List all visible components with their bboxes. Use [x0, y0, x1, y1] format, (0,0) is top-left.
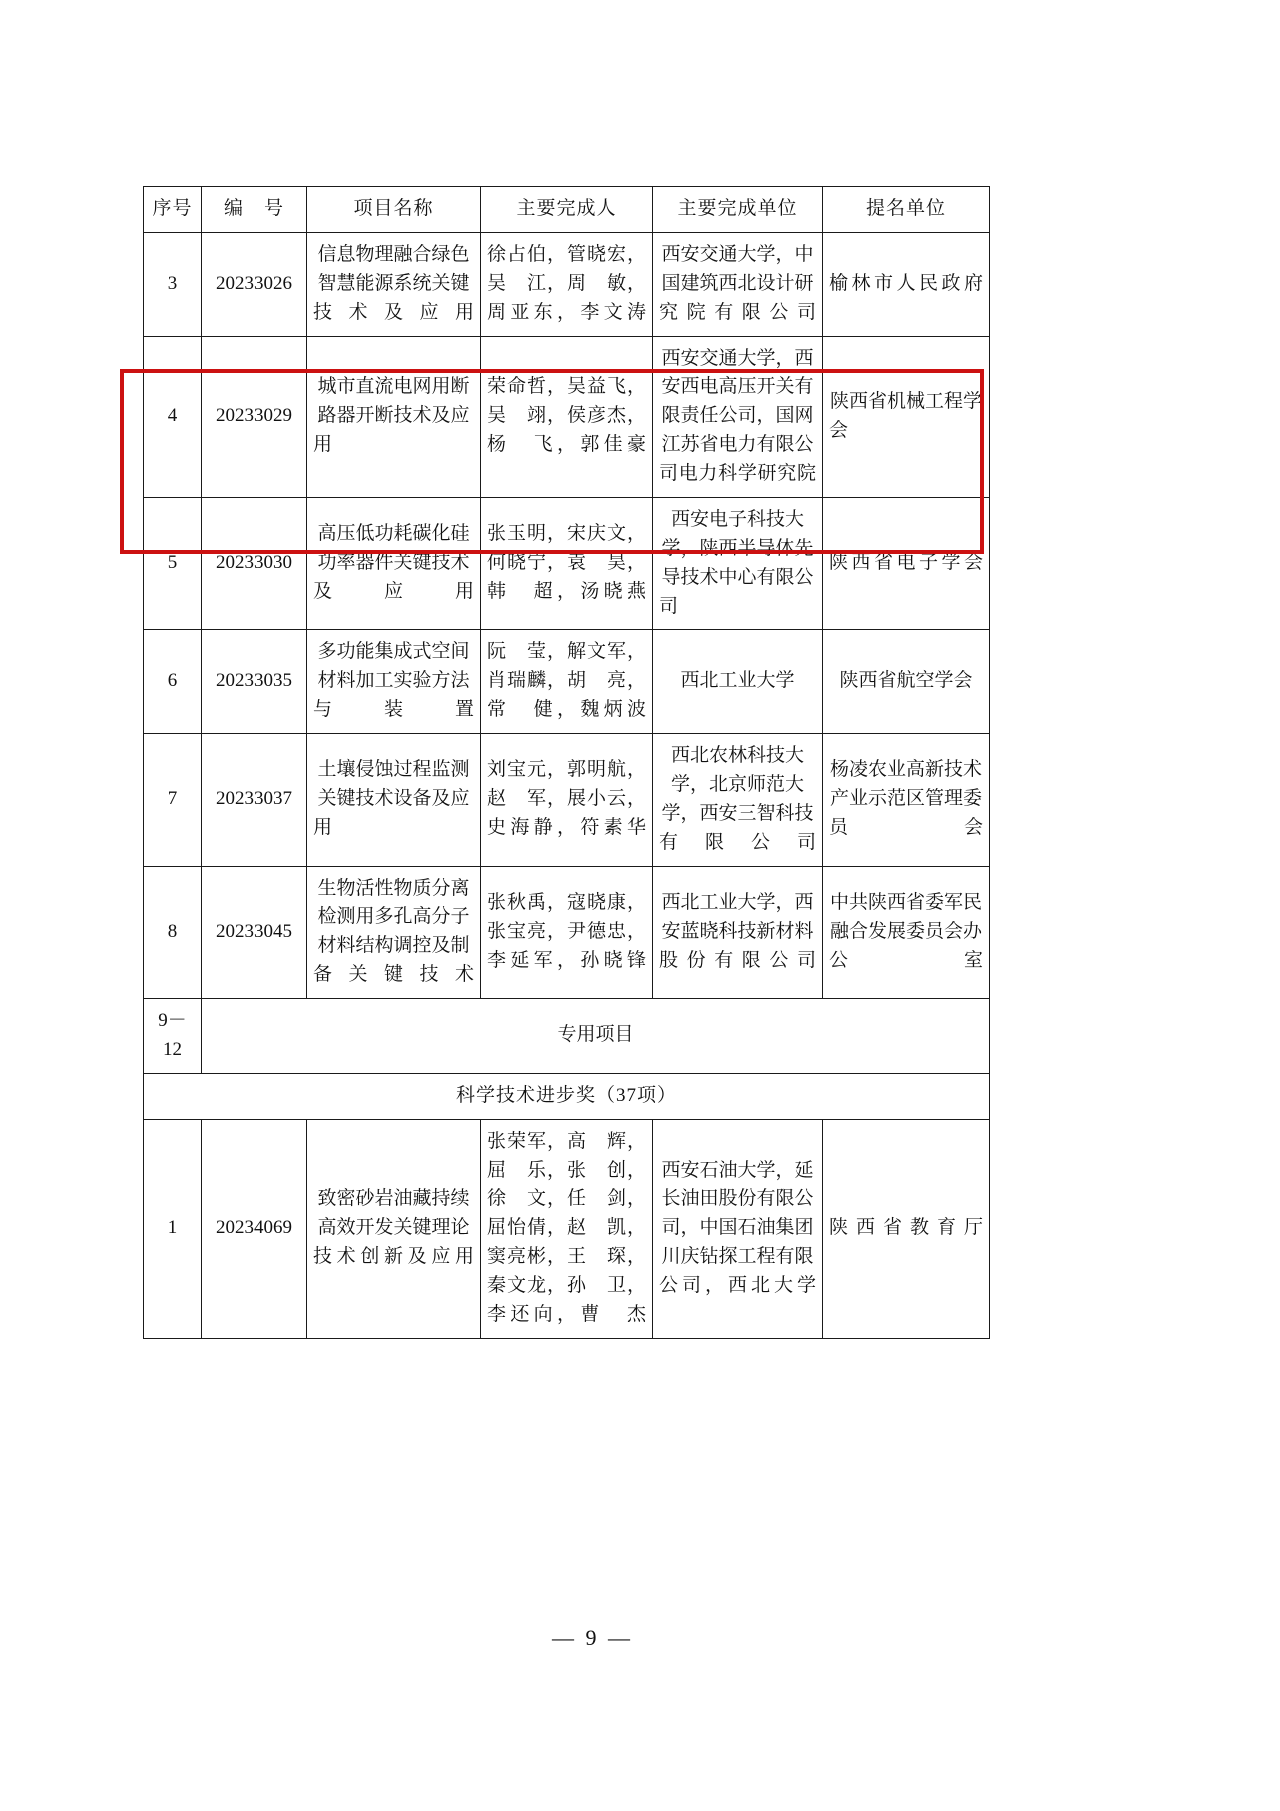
row-units: 西北工业大学 [653, 630, 823, 734]
row-seq: 1 [144, 1119, 202, 1338]
row-number: 20233029 [202, 336, 307, 497]
row-title: 城市直流电网用断路器开断技术及应用 [307, 336, 481, 497]
award-table [143, 186, 990, 1339]
row-nominator: 中共陕西省委军民融合发展委员会办公室 [823, 866, 990, 999]
row-seq: 8 [144, 866, 202, 999]
row-number: 20233026 [202, 232, 307, 336]
page-number: — 9 — [552, 1625, 633, 1650]
row-number: 20233030 [202, 497, 307, 630]
row-nominator: 陕西省电子学会 [823, 497, 990, 630]
table-row [144, 734, 990, 867]
row-seq: 5 [144, 497, 202, 630]
row-seq: 4 [144, 336, 202, 497]
row-seq: 3 [144, 232, 202, 336]
row-seq: 7 [144, 734, 202, 867]
header-project-title: 项目名称 [307, 187, 481, 233]
row-title: 致密砂岩油藏持续高效开发关键理论技术创新及应用 [307, 1119, 481, 1338]
row-title: 生物活性物质分离检测用多孔高分子材料结构调控及制备关键技术 [307, 866, 481, 999]
row-units: 西安电子科技大学，陕西半导体先导技术中心有限公司 [653, 497, 823, 630]
section-title: 科学技术进步奖（37项） [144, 1073, 990, 1119]
row-people: 徐占伯，管晓宏， 吴 江，周 敏， 周亚东，李文涛 [481, 232, 653, 336]
row-number: 20234069 [202, 1119, 307, 1338]
row-title: 高压低功耗碳化硅功率器件关键技术及应用 [307, 497, 481, 630]
header-main-units: 主要完成单位 [653, 187, 823, 233]
table-row [144, 336, 990, 497]
table-row [144, 232, 990, 336]
row-nominator: 陕西省机械工程学会 [823, 336, 990, 497]
row-nominator: 杨凌农业高新技术产业示范区管理委员会 [823, 734, 990, 867]
row-units: 西安交通大学，中国建筑西北设计研究院有限公司 [653, 232, 823, 336]
row-people: 刘宝元，郭明航， 赵 军，展小云， 史海静，符素华 [481, 734, 653, 867]
row-nominator: 陕西省教育厅 [823, 1119, 990, 1338]
special-row-seq: 9－12 [144, 999, 202, 1074]
row-nominator: 陕西省航空学会 [823, 630, 990, 734]
row-title: 土壤侵蚀过程监测关键技术设备及应用 [307, 734, 481, 867]
row-units: 西北工业大学，西安蓝晓科技新材料股份有限公司 [653, 866, 823, 999]
row-units: 西安石油大学，延长油田股份有限公司，中国石油集团川庆钻探工程有限公司，西北大学 [653, 1119, 823, 1338]
special-row-label: 专用项目 [202, 999, 990, 1074]
row-title: 多功能集成式空间材料加工实验方法与装置 [307, 630, 481, 734]
header-nominating-unit: 提名单位 [823, 187, 990, 233]
award-table-container [143, 186, 989, 1339]
table-row [144, 497, 990, 630]
row-units: 西安交通大学，西安西电高压开关有限责任公司，国网江苏省电力有限公司电力科学研究院 [653, 336, 823, 497]
row-people: 张玉明，宋庆文， 何晓宁，袁 昊， 韩 超，汤晓燕 [481, 497, 653, 630]
row-number: 20233035 [202, 630, 307, 734]
row-units: 西北农林科技大学，北京师范大学，西安三智科技有限公司 [653, 734, 823, 867]
row-number: 20233045 [202, 866, 307, 999]
table-row [144, 1119, 990, 1338]
header-seq: 序号 [144, 187, 202, 233]
table-row [144, 866, 990, 999]
row-people: 阮 莹，解文军， 肖瑞麟，胡 亮， 常 健，魏炳波 [481, 630, 653, 734]
table-row [144, 630, 990, 734]
row-seq: 6 [144, 630, 202, 734]
row-number: 20233037 [202, 734, 307, 867]
table-header-row [144, 187, 990, 233]
row-title: 信息物理融合绿色智慧能源系统关键技术及应用 [307, 232, 481, 336]
header-number: 编 号 [202, 187, 307, 233]
row-people: 张秋禹，寇晓康， 张宝亮，尹德忠， 李延军，孙晓锋 [481, 866, 653, 999]
special-project-row [144, 999, 990, 1074]
row-people: 张荣军，高 辉， 屈 乐，张 创， 徐 文，任 剑， 屈怡倩，赵 凯， 窦亮彬，王 琛， 秦文龙，孙 卫， 李还向，曹 杰 [481, 1119, 653, 1338]
section-title-row [144, 1073, 990, 1119]
header-main-contributors: 主要完成人 [481, 187, 653, 233]
row-nominator: 榆林市人民政府 [823, 232, 990, 336]
row-people: 荣命哲，吴益飞， 吴 翊，侯彦杰， 杨 飞，郭佳豪 [481, 336, 653, 497]
